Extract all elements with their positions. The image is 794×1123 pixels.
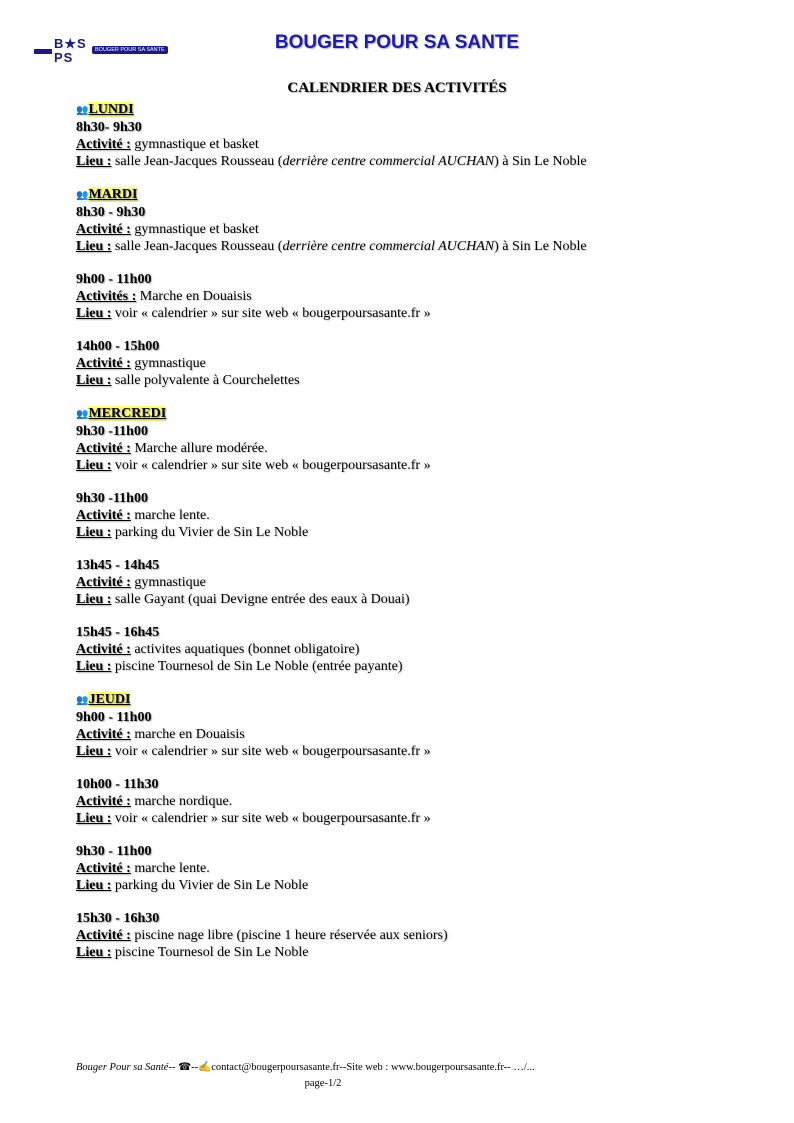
activity-slot	[76, 338, 756, 389]
activity-label: Activité :	[76, 861, 131, 876]
slot-activity	[76, 927, 756, 944]
slot-activity	[76, 507, 756, 524]
slot-place	[76, 153, 756, 170]
slot-activity	[76, 860, 756, 877]
activity-label: Activité :	[76, 928, 131, 943]
place-label: Lieu :	[76, 878, 112, 893]
activity-slot	[76, 709, 756, 760]
slot-place	[76, 877, 756, 894]
footer	[76, 1060, 535, 1073]
place-label: Lieu :	[76, 458, 112, 473]
activity-value: gymnastique	[134, 356, 206, 371]
slot-place	[76, 810, 756, 827]
logo-line-2: PS	[54, 50, 74, 65]
place-value: parking du Vivier de Sin Le Noble	[114, 525, 309, 540]
slot-activity	[76, 288, 756, 305]
activity-slot	[76, 204, 756, 255]
place-value: salle polyvalente à Courchelettes	[114, 373, 300, 388]
day-label: JEUDI	[88, 692, 131, 707]
slot-time: 13h45 - 14h45	[76, 558, 160, 573]
place-value-end: ) à Sin Le Noble	[494, 154, 587, 169]
site-title: BOUGER POUR SA SANTE	[274, 32, 520, 53]
activity-label: Activités :	[76, 289, 137, 304]
day-label: MARDI	[88, 187, 138, 202]
slot-place	[76, 238, 756, 255]
slot-time: 15h45 - 16h45	[76, 625, 160, 640]
place-label: Lieu :	[76, 592, 112, 607]
slot-time: 9h30 -11h00	[76, 424, 148, 439]
activity-value: gymnastique et basket	[134, 137, 259, 152]
slot-time: 8h30 - 9h30	[76, 205, 146, 220]
activity-value: Marche en Douaisis	[139, 289, 252, 304]
activity-label: Activité :	[76, 575, 131, 590]
activity-slot	[76, 776, 756, 827]
day-heading-mercredi	[76, 405, 756, 423]
slot-time: 9h30 - 11h00	[76, 844, 152, 859]
day-heading-mardi	[76, 186, 756, 204]
place-value: piscine Tournesol de Sin Le Noble	[114, 945, 309, 960]
place-label: Lieu :	[76, 239, 112, 254]
activity-slot	[76, 910, 756, 961]
activity-label: Activité :	[76, 441, 131, 456]
slot-time: 9h30 -11h00	[76, 491, 148, 506]
document-title: CALENDRIER DES ACTIVITÉS	[287, 80, 507, 96]
activity-value: marche nordique.	[134, 794, 233, 809]
activity-value: marche lente.	[134, 508, 210, 523]
slot-activity	[76, 726, 756, 743]
slot-time: 15h30 - 16h30	[76, 911, 160, 926]
slot-time: 9h00 - 11h00	[76, 272, 152, 287]
place-value: piscine Tournesol de Sin Le Noble (entrée payante)	[114, 659, 403, 674]
activity-label: Activité :	[76, 137, 131, 152]
place-value: voir « calendrier » sur site web « bougerpoursasante.fr »	[114, 306, 431, 321]
activity-slot	[76, 271, 756, 322]
activity-value: Marche allure modérée.	[134, 441, 268, 456]
activity-label: Activité :	[76, 727, 131, 742]
activity-label: Activité :	[76, 794, 131, 809]
slot-place	[76, 457, 756, 474]
place-value-end: ) à Sin Le Noble	[494, 239, 587, 254]
place-label: Lieu :	[76, 525, 112, 540]
place-label: Lieu :	[76, 811, 112, 826]
slot-activity	[76, 641, 756, 658]
place-label: Lieu :	[76, 154, 112, 169]
slot-place	[76, 743, 756, 760]
slot-time: 14h00 - 15h00	[76, 339, 160, 354]
day-label: MERCREDI	[88, 406, 167, 421]
place-label: Lieu :	[76, 659, 112, 674]
slot-place	[76, 524, 756, 541]
activity-label: Activité :	[76, 508, 131, 523]
slot-activity	[76, 136, 756, 153]
slot-time: 10h00 - 11h30	[76, 777, 159, 792]
logo-tagline: BOUGER POUR SA SANTE	[92, 46, 168, 54]
activity-slot	[76, 490, 756, 541]
activity-value: activites aquatiques (bonnet obligatoire)	[134, 642, 360, 657]
page-number: page-1/2	[304, 1078, 342, 1089]
activity-label: Activité :	[76, 356, 131, 371]
day-label: LUNDI	[88, 102, 134, 117]
footer-contact: -- ☎--✍contact@bougerpoursasante.fr--Site web : www.bougerpoursasante.fr-- …/...	[168, 1062, 535, 1073]
activity-value: marche en Douaisis	[134, 727, 245, 742]
day-heading-lundi	[76, 101, 756, 119]
place-value: voir « calendrier » sur site web « bougerpoursasante.fr »	[114, 744, 431, 759]
slot-activity	[76, 440, 756, 457]
place-value: voir « calendrier » sur site web « bougerpoursasante.fr »	[114, 811, 431, 826]
place-value-italic: derrière centre commercial AUCHAN	[282, 154, 495, 169]
activity-value: gymnastique	[134, 575, 206, 590]
activity-value: gymnastique et basket	[134, 222, 259, 237]
activity-slot	[76, 423, 756, 474]
place-value: parking du Vivier de Sin Le Noble	[114, 878, 309, 893]
activity-value: marche lente.	[134, 861, 210, 876]
group-icon: 👥	[76, 190, 89, 201]
slot-activity	[76, 574, 756, 591]
slot-time: 9h00 - 11h00	[76, 710, 152, 725]
slot-time: 8h30- 9h30	[76, 120, 142, 135]
activity-slot	[76, 557, 756, 608]
slot-activity	[76, 355, 756, 372]
activity-label: Activité :	[76, 642, 131, 657]
logo-line-1: B★S	[54, 36, 87, 51]
slot-place	[76, 305, 756, 322]
place-label: Lieu :	[76, 744, 112, 759]
activity-slot	[76, 624, 756, 675]
place-value-italic: derrière centre commercial AUCHAN	[282, 239, 495, 254]
day-heading-jeudi	[76, 691, 756, 709]
activity-calendar	[76, 101, 756, 961]
place-value: voir « calendrier » sur site web « bougerpoursasante.fr »	[114, 458, 431, 473]
place-value: salle Gayant (quai Devigne entrée des eaux à Douai)	[114, 592, 410, 607]
slot-place	[76, 658, 756, 675]
activity-slot	[76, 119, 756, 170]
activity-value: piscine nage libre (piscine 1 heure réservée aux seniors)	[134, 928, 448, 943]
place-label: Lieu :	[76, 945, 112, 960]
activity-slot	[76, 843, 756, 894]
slot-place	[76, 944, 756, 961]
slot-place	[76, 372, 756, 389]
slot-activity	[76, 793, 756, 810]
place-value: salle Jean-Jacques Rousseau (	[114, 239, 283, 254]
group-icon: 👥	[76, 409, 89, 420]
group-icon: 👥	[76, 105, 89, 116]
slot-place	[76, 591, 756, 608]
place-label: Lieu :	[76, 306, 112, 321]
footer-brand: Bouger Pour sa Santé	[76, 1062, 169, 1073]
group-icon: 👥	[76, 695, 89, 706]
activity-label: Activité :	[76, 222, 131, 237]
place-label: Lieu :	[76, 373, 112, 388]
slot-activity	[76, 221, 756, 238]
place-value: salle Jean-Jacques Rousseau (	[114, 154, 283, 169]
